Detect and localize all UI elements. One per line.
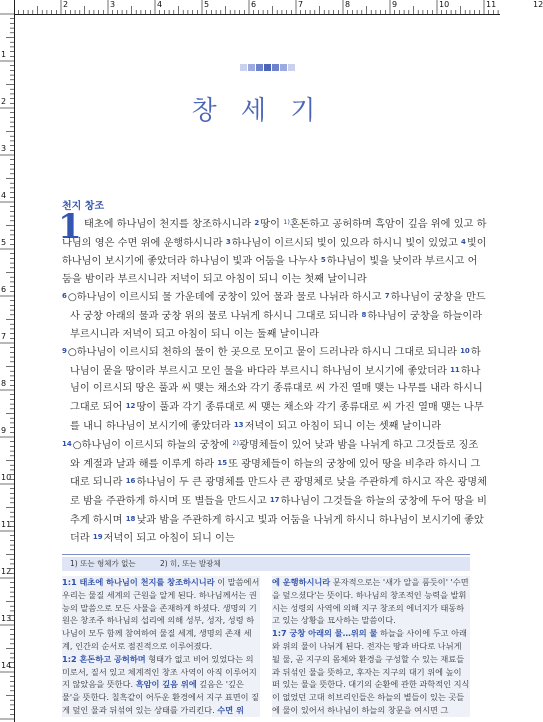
note-heading: 에 운행하시니라 xyxy=(272,577,331,587)
top-ruler-ticks xyxy=(0,0,500,14)
ruler-number: 5 xyxy=(1,238,7,247)
verse-segment: ○하나님이 이르시되 하늘의 궁창에 xyxy=(72,440,233,452)
note-text: 이 말씀에서 우리는 물질 세계의 근원을 알게 된다. 하나님께서는 권능의 말씀으로 모든 사물을 존재하게 하셨다. 생명의 기원은 창조주 하나님의 섭리에 의해 성부, 성자, 성령 하나님이 모두 함께 참여하여 물질 세계, 생명의 존재 세계, 인간의 순서로 점진적으로 이루어졌다. xyxy=(62,577,260,651)
note-heading: 수면 위 xyxy=(217,704,244,715)
footnote: 1) 또는 형체가 없는 xyxy=(70,559,136,568)
deco-square xyxy=(256,64,263,71)
verse-number: 11 xyxy=(450,365,460,374)
note-heading: 1:1 태초에 하나님이 천지를 창조하시니라 xyxy=(62,577,215,587)
top-ruler xyxy=(0,0,543,15)
verse-number: 17 xyxy=(269,495,280,504)
verse-segment: 하나님이 두 큰 광명체를 만드사 큰 광명체로 낮을 주관하게 하시고 작은 광명체로 밤을 주관하게 하시며 또 별들을 만드시고 xyxy=(70,477,487,507)
ruler-number: 3 xyxy=(1,144,7,153)
verse-segment: 또 광명체들이 하늘의 궁창에 있어 땅을 비추라 하시니 그대로 되니라 xyxy=(70,458,481,489)
verse-paragraph xyxy=(62,343,487,435)
verse-segment: 하나님이 이르시되 땅은 풀과 씨 맺는 채소와 각기 종류대로 씨 가진 열매 맺는 나무를 내라 하시니 그대로 되어 xyxy=(70,365,483,413)
deco-square xyxy=(272,64,279,71)
note-text: 깊음은 '깊은 물'을 뜻한다. 칠흑같이 어두운 환경에서 지구 표면이 짙게 덮인 물과 뒤섞여 있는 상태를 가리킨다. xyxy=(62,679,260,715)
ruler-number: 8 xyxy=(345,0,351,9)
verse-number: 12 xyxy=(125,401,136,410)
verse-paragraph xyxy=(62,288,487,343)
verse-segment: 하나님이 궁창을 하늘이라 부르시니라 저녁이 되고 아침이 되니 이는 둘째 날이니라 xyxy=(70,310,483,340)
ruler-number: 12 xyxy=(1,567,12,576)
verse-number: 5 xyxy=(320,256,326,265)
ruler-number: 2 xyxy=(63,0,69,9)
verse-segment: 낮과 밤을 주관하게 하시고 빛과 어둠을 나뉘게 하시니 하나님이 보시기에 좋았더라 xyxy=(70,514,484,545)
verse-number: 13 xyxy=(233,420,244,429)
verse-segment: 광명체들이 있어 낮과 밤을 나뉘게 하고 그것들로 징조와 계절과 날과 해를 이루게 하라 xyxy=(70,440,479,470)
verse-segment: 땅이 xyxy=(260,219,284,230)
verse-number: 15 xyxy=(217,458,228,467)
deco-square xyxy=(240,64,247,71)
footnote-bar xyxy=(62,557,470,571)
ruler-number: 3 xyxy=(110,0,116,9)
deco-square xyxy=(288,64,295,71)
book-title: 창 세 기 xyxy=(191,96,324,126)
verse-number: 8 xyxy=(361,310,367,319)
ruler-number: 13 xyxy=(1,614,12,623)
verse-segment: 하나님이 그것들을 하늘의 궁창에 두어 땅을 비추게 하시며 xyxy=(70,495,487,526)
ruler-number: 6 xyxy=(251,0,257,9)
ruler-number: 10 xyxy=(1,473,12,482)
ruler-number: 9 xyxy=(1,426,7,435)
verse-number: 2 xyxy=(254,219,260,227)
ruler-number: 9 xyxy=(392,0,398,9)
note-heading: 흑암이 깊음 위에 xyxy=(135,679,197,690)
ruler-number: 11 xyxy=(486,0,497,9)
ruler-number: 1 xyxy=(1,50,7,59)
note-text: 문자적으로는 '새가 알을 품듯이' '수면을 덮으셨다'는 뜻이다. 하나님의 창조적인 능력을 발휘시는 성령의 사역에 의해 지구 창조의 에너지가 태동하고 있는 상황을 묘사하는 말씀이다. xyxy=(272,577,469,626)
note-heading: 1:7 궁창 아래의 물…위의 물 xyxy=(272,628,378,639)
commentary-right xyxy=(272,576,470,717)
verse-segment: 하나님이 빛을 낮이라 부르시고 어둠을 밤이라 부르시니라 저녁이 되고 아침이 되니 이는 첫째 날이니라 xyxy=(62,256,478,285)
ruler-number: 14 xyxy=(1,661,12,670)
footnote-marker: 1) xyxy=(283,218,290,226)
verse-text xyxy=(62,214,487,548)
ruler-number: 12 xyxy=(533,0,543,9)
verse-number: 18 xyxy=(125,514,136,523)
ruler-number: 7 xyxy=(298,0,304,9)
bible-page xyxy=(15,15,500,722)
verse-number: 4 xyxy=(461,237,466,246)
note-text: 하늘을 사이에 두고 아래와 위의 물이 나뉘게 된다. 전자는 땅과 바다로 나뉘게 될 물, 곧 지구의 몸체와 환경을 구성할 수 있는 재료들과 뒤섞인 물을 뜻하고, 후자는 지구의 대기 위에 높이 떠 있는 물을 뜻한다. 대기의 순환에 관한 과학적인 지식이 없었던 고대 히브리인들은 하늘의 별들이 있는 곳들에 물이 있어서 하나님이 하늘의 창문을 여시면 그 xyxy=(272,628,470,715)
verse-segment: 저녁이 되고 아침이 되니 이는 xyxy=(103,533,235,545)
chapter-number: 1 xyxy=(58,207,82,247)
ruler-number: 5 xyxy=(204,0,210,9)
verse-segment: ○하나님이 이르시되 천하의 물이 한 곳으로 모이고 뭍이 드러나라 하시니 그대로 되니라 xyxy=(67,347,461,359)
verse-number: 19 xyxy=(92,533,103,542)
left-ruler xyxy=(0,0,15,722)
ruler-number: 2 xyxy=(1,97,7,106)
section-heading: 천지 창조 xyxy=(62,201,105,212)
verse-segment: ○하나님이 이르시되 물 가운데에 궁창이 있어 물과 물로 나뉘라 하시고 xyxy=(67,292,385,304)
commentary-left xyxy=(62,576,260,717)
verse-number: 6 xyxy=(62,292,67,301)
verse-segment: 하나님이 이르시되 빛이 있으라 하시니 빛이 있었고 xyxy=(231,237,462,249)
ruler-number: 10 xyxy=(439,0,450,9)
deco-square xyxy=(280,64,287,71)
verse-number: 10 xyxy=(460,347,470,356)
verse-segment: 저녁이 되고 아침이 되니 이는 셋째 날이니라 xyxy=(244,420,442,432)
verse-segment: 혼돈하고 공허하며 흑암이 깊음 위에 있고 하나님의 영은 수면 위에 운행하시니라 xyxy=(62,219,487,249)
footnote-marker: 2) xyxy=(232,439,240,448)
deco-square xyxy=(264,64,271,71)
ruler-number: 7 xyxy=(1,332,7,341)
deco-square xyxy=(248,64,255,71)
verse-paragraph xyxy=(62,435,487,548)
ruler-number: 4 xyxy=(157,0,163,9)
note-heading: 1:2 혼돈하고 공허하며 xyxy=(62,653,146,664)
verse-segment: 하나님이 궁창을 만드사 궁창 아래의 물과 궁창 위의 물로 나뉘게 하시니 그대로 되니라 xyxy=(70,292,486,322)
verse-segment: 빛이 하나님이 보시기에 좋았더라 하나님이 빛과 어둠을 나누사 xyxy=(62,237,487,268)
verse-segment: 하나님이 뭍을 땅이라 부르시고 모인 물을 바다라 부르시니 하나님이 보시기에 좋았더라 xyxy=(70,347,481,377)
verse-number: 14 xyxy=(62,440,72,449)
ruler-number: 11 xyxy=(1,520,12,529)
verse-number: 7 xyxy=(384,292,390,301)
verse-segment: 땅이 풀과 각기 종류대로 씨 맺는 채소와 각기 종류대로 씨 가진 열매 맺는 나무를 내니 하나님이 보시기에 좋았더라 xyxy=(70,401,484,432)
title-decoration xyxy=(240,64,296,71)
verse-paragraph xyxy=(62,214,487,288)
verse-number: 9 xyxy=(62,347,67,356)
verse-number: 16 xyxy=(125,477,136,486)
ruler-number: 6 xyxy=(1,285,7,294)
ruler-number: 8 xyxy=(1,379,7,388)
note-text: 형태가 없고 비어 있었다는 의미로서, 질서 있고 체계적인 창조 사역이 아직 이루어지지 않았음을 뜻한다. xyxy=(62,653,257,690)
verse-number: 3 xyxy=(225,237,231,246)
verse-segment: 태초에 하나님이 천지를 창조하시니라 xyxy=(84,219,255,230)
ruler-number: 4 xyxy=(1,191,7,200)
footnote: 2) 히, 또는 발광체 xyxy=(159,559,221,568)
footnote-divider xyxy=(62,554,470,555)
